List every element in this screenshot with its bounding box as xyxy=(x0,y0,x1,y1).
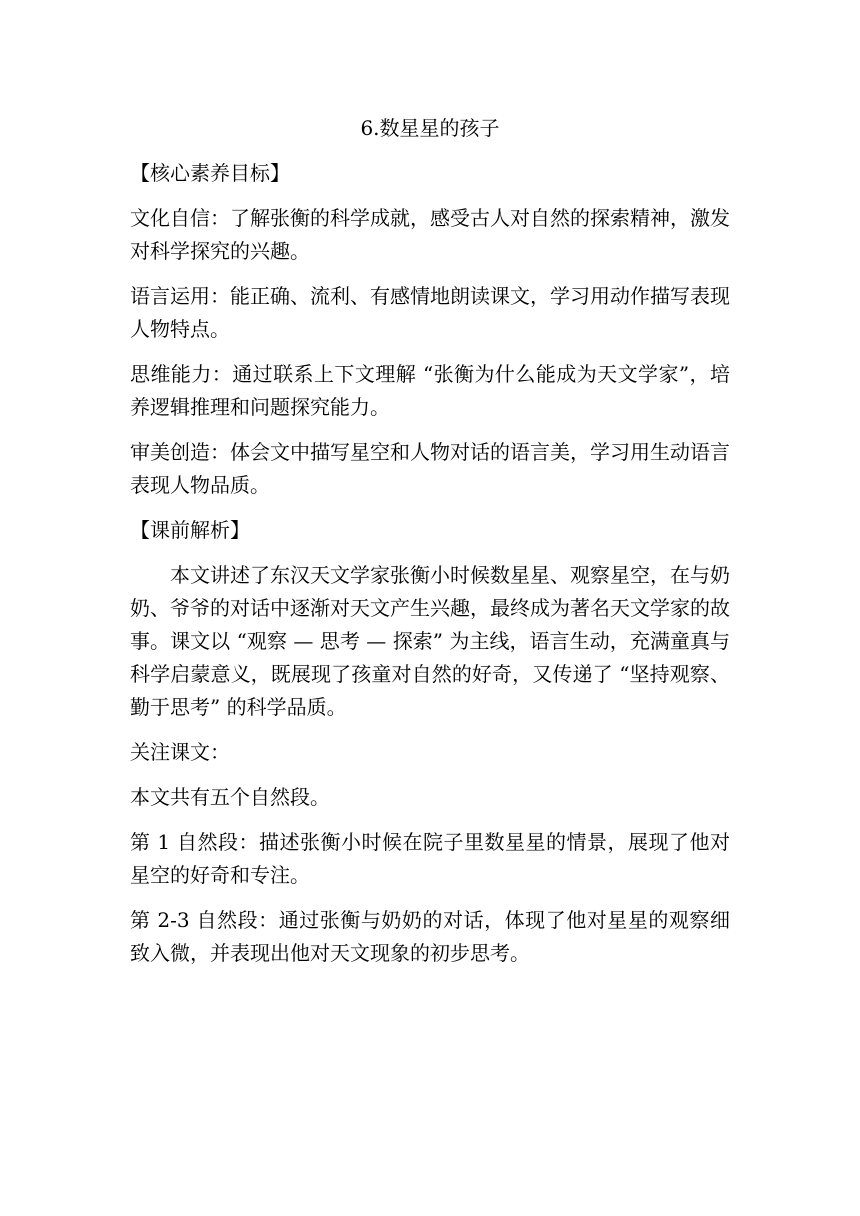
goal-aesthetic-creation: 审美创造：体会文中描写星空和人物对话的语言美，学习用生动语言表现人物品质。 xyxy=(130,440,730,497)
section-heading-core-goals: 【核心素养目标】 xyxy=(130,161,290,185)
document-title: 6.数星星的孩子 xyxy=(360,116,500,140)
goal-culture-confidence: 文化自信：了解张衡的科学成就，感受古人对自然的探索精神，激发对科学探究的兴趣。 xyxy=(130,206,730,263)
paragraph-1-summary: 第 1 自然段：描述张衡小时候在院子里数星星的情景，展现了他对星空的好奇和专注。 xyxy=(130,830,730,887)
goal-language-use: 语言运用：能正确、流利、有感情地朗读课文，学习用动作描写表现人物特点。 xyxy=(130,284,730,341)
analysis-paragraph: 本文讲述了东汉天文学家张衡小时候数星星、观察星空，在与奶奶、爷爷的对话中逐渐对天文产生兴趣，最终成为著名天文学家的故事。课文以 “观察 — 思考 — 探索” 为主线，语言生动，充满童真与科学启蒙意义，既展现了孩童对自然的好奇，又传递了 “坚持观察、勤于思考” 的科学品质。 xyxy=(130,563,730,719)
paragraph-count-note: 本文共有五个自然段。 xyxy=(130,785,330,809)
goal-thinking-ability: 思维能力：通过联系上下文理解 “张衡为什么能成为天文学家”，培养逻辑推理和问题探究能力。 xyxy=(130,362,730,419)
document-content xyxy=(130,112,730,982)
section-heading-pre-class-analysis: 【课前解析】 xyxy=(130,518,250,542)
focus-text-label: 关注课文： xyxy=(130,740,230,764)
paragraph-2-3-summary: 第 2-3 自然段：通过张衡与奶奶的对话，体现了他对星星的观察细致入微，并表现出他对天文现象的初步思考。 xyxy=(130,908,730,965)
